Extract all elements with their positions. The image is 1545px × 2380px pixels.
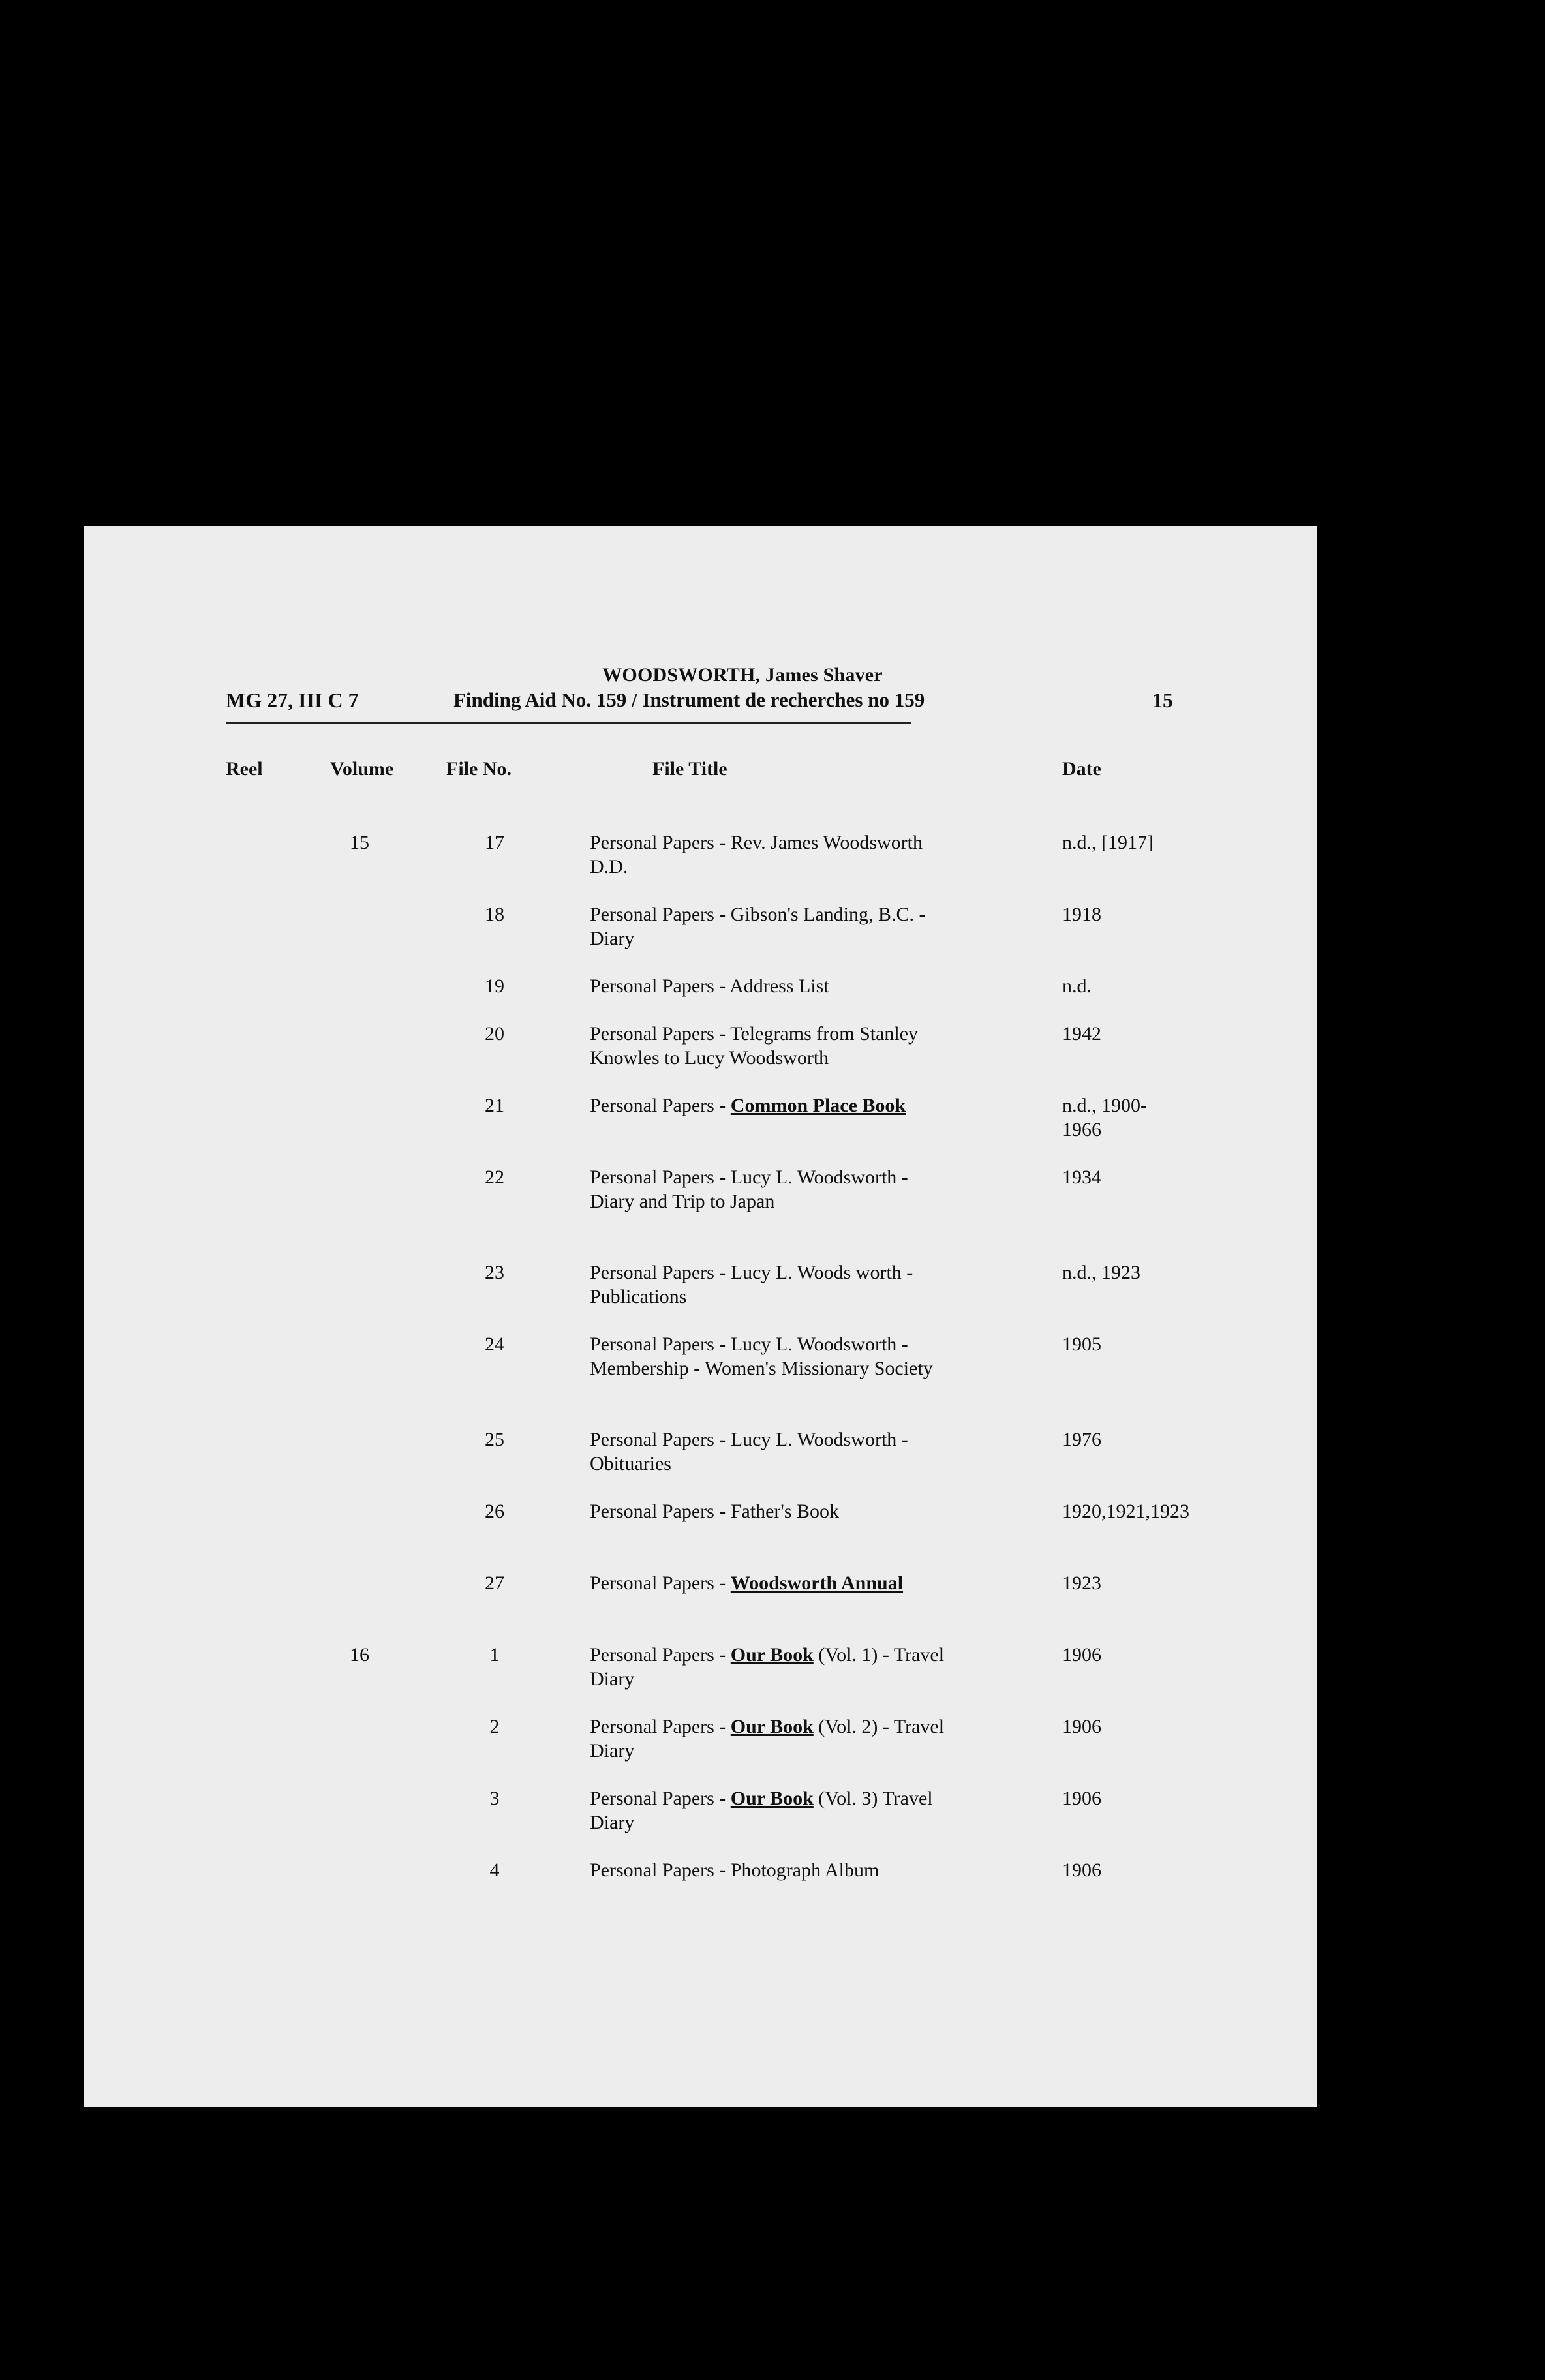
date-cell: 1923 <box>1062 1572 1101 1594</box>
underlined-title-text: Common Place Book <box>730 1095 906 1116</box>
title-text: Personal Papers - Lucy L. Woodsworth - Obituaries <box>590 1429 908 1474</box>
file-title-cell <box>590 1786 955 1835</box>
file-number-cell: 25 <box>485 1429 504 1450</box>
document-page <box>84 526 1317 2107</box>
file-number-cell: 22 <box>485 1167 504 1188</box>
underlined-title-text: Our Book <box>730 1716 814 1737</box>
file-number-cell: 18 <box>485 904 504 925</box>
title-text: Personal Papers - Address List <box>590 975 829 997</box>
date-cell: n.d., [1917] <box>1062 832 1154 853</box>
title-text: Personal Papers - <box>590 1788 731 1809</box>
file-title-cell <box>590 1260 955 1309</box>
title-text: Personal Papers - Gibson's Landing, B.C. - Diary <box>590 904 926 949</box>
date-cell: 1934 <box>1062 1167 1101 1188</box>
file-number-cell: 19 <box>485 975 504 997</box>
date-cell: 1906 <box>1062 1716 1101 1737</box>
volume-cell: 15 <box>350 832 369 853</box>
title-text: (Vol. 1) - Travel Diary <box>590 1644 945 1690</box>
finding-aid-label: Finding Aid No. 159 / Instrument de recherches no 159 <box>453 688 925 711</box>
date-cell: 1906 <box>1062 1859 1101 1881</box>
date-cell: 1942 <box>1062 1023 1101 1045</box>
file-number-cell: 3 <box>489 1788 500 1809</box>
document-title: WOODSWORTH, James Shaver <box>602 664 883 686</box>
date-cell: 1906 <box>1062 1644 1101 1666</box>
date-cell: n.d. <box>1062 975 1092 997</box>
underlined-title-text: Our Book <box>730 1644 814 1666</box>
header-rule <box>226 722 911 724</box>
column-header-file-title: File Title <box>652 758 727 780</box>
title-text: Personal Papers - Rev. James Woodsworth D.D. <box>590 832 923 877</box>
date-cell: 1976 <box>1062 1429 1101 1450</box>
underlined-title-text: Woodsworth Annual <box>730 1572 904 1594</box>
file-title-cell <box>590 1022 955 1070</box>
file-number-cell: 23 <box>485 1262 504 1283</box>
date-cell: 1905 <box>1062 1334 1101 1355</box>
file-number-cell: 2 <box>489 1716 500 1737</box>
file-title-cell <box>590 1858 955 1882</box>
title-text: Personal Papers - Telegrams from Stanley Knowles to Lucy Woodsworth <box>590 1023 919 1069</box>
date-cell: n.d., 1900-1966 <box>1062 1095 1147 1140</box>
date-cell: n.d., 1923 <box>1062 1262 1140 1283</box>
file-title-cell <box>590 1571 955 1595</box>
date-cell: 1920,1921,1923 <box>1062 1501 1189 1522</box>
date-cell: 1918 <box>1062 904 1101 925</box>
title-text: Personal Papers - Lucy L. Woodsworth - Diary and Trip to Japan <box>590 1167 908 1212</box>
column-header-date: Date <box>1062 758 1101 780</box>
title-text: Personal Papers - <box>590 1716 731 1737</box>
title-text: (Vol. 3) Travel Diary <box>590 1788 933 1833</box>
file-title-cell <box>590 1093 955 1118</box>
file-number-cell: 1 <box>489 1644 500 1666</box>
column-header-reel: Reel <box>226 758 263 780</box>
file-title-cell <box>590 1332 955 1381</box>
title-text: Personal Papers - Photograph Album <box>590 1859 880 1881</box>
file-title-cell <box>590 1643 955 1691</box>
file-number-cell: 21 <box>485 1095 504 1116</box>
file-number-cell: 20 <box>485 1023 504 1045</box>
file-title-cell <box>590 831 955 879</box>
column-header-volume: Volume <box>330 758 394 780</box>
title-text: Personal Papers - Lucy L. Woodsworth - Membership - Women's Missionary Society <box>590 1334 933 1379</box>
title-text: Personal Papers - <box>590 1572 731 1594</box>
volume-cell: 16 <box>350 1644 369 1666</box>
file-title-cell <box>590 1715 955 1763</box>
title-text: Personal Papers - <box>590 1644 731 1666</box>
file-number-cell: 26 <box>485 1501 504 1522</box>
file-number-cell: 17 <box>485 832 504 853</box>
column-header-file-no: File No. <box>446 758 512 780</box>
file-title-cell <box>590 1427 955 1476</box>
file-title-cell <box>590 974 955 998</box>
page-number: 15 <box>1152 688 1173 712</box>
file-number-cell: 24 <box>485 1334 504 1355</box>
title-text: Personal Papers - <box>590 1095 731 1116</box>
file-number-cell: 4 <box>489 1859 500 1881</box>
collection-reference: MG 27, III C 7 <box>226 688 359 712</box>
file-title-cell <box>590 902 955 951</box>
file-title-cell <box>590 1499 955 1523</box>
underlined-title-text: Our Book <box>730 1788 814 1809</box>
file-title-cell <box>590 1165 955 1213</box>
date-cell: 1906 <box>1062 1788 1101 1809</box>
file-number-cell: 27 <box>485 1572 504 1594</box>
title-text: Personal Papers - Lucy L. Woods worth - Publications <box>590 1262 913 1307</box>
title-text: (Vol. 2) - Travel Diary <box>590 1716 945 1762</box>
title-text: Personal Papers - Father's Book <box>590 1501 840 1522</box>
